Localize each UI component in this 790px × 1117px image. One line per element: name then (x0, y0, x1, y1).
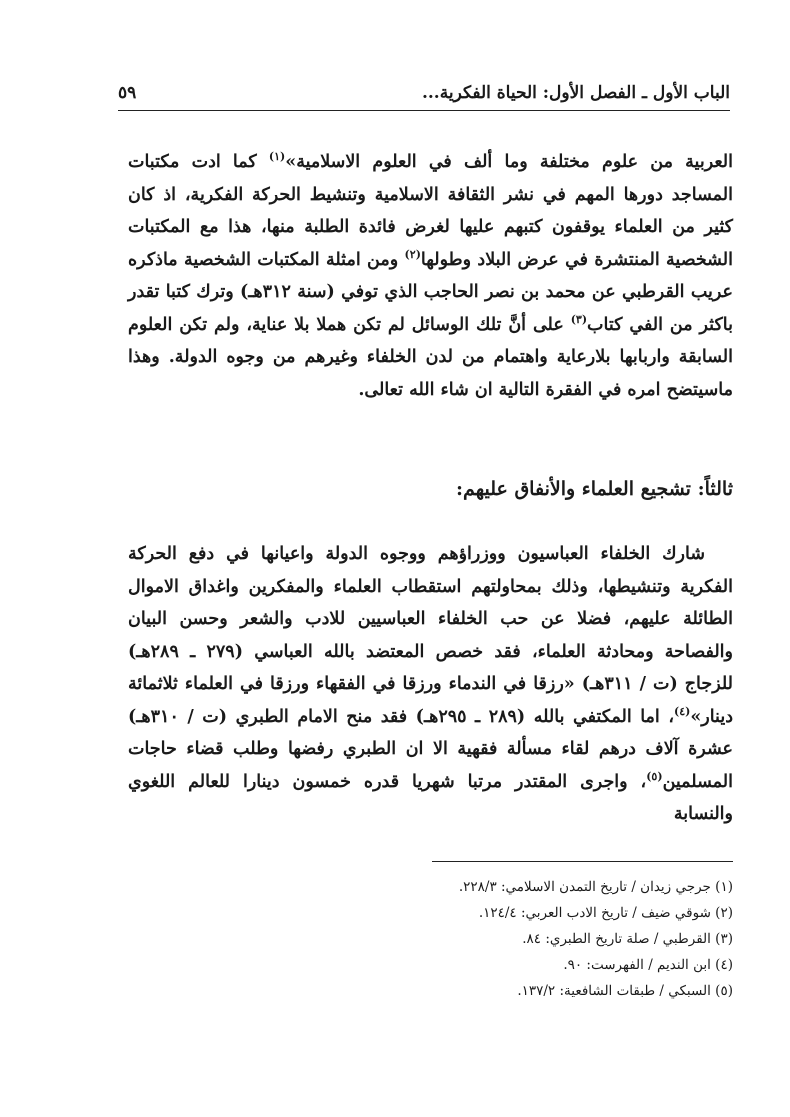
paragraph-2-segment: ، واجرى المقتدر مرتبا شهريا قدره خمسون دينارا للعالم اللغوي والنسابة (128, 771, 733, 824)
footnote-item: (٣) القرطبي / صلة تاريخ الطبري: ٨٤. (522, 931, 733, 947)
paragraph-2-segment: ، اما المكتفي بالله (٢٨٩ ـ ٢٩٥هـ) فقد منح الامام الطبري (ت / ٣١٠هـ) عشرة آلاف درهم لقاء مسألة فقهية الا ان الطبري رفضها وطلب قضاء حاجات المسلمين (128, 706, 733, 792)
paragraph-1-segment: كما ادت مكتبات المساجد دورها المهم في نشر الثقافة الاسلامية وتنشيط الحركة الفكرية، اذ كان كثير من العلماء يوقفون كتبهم عليها لغرض فائدة الطلبة منها، هذا مع المكتبات الشخصية المنتشرة في عرض البلاد وطولها (128, 152, 733, 270)
header-rule (118, 110, 730, 111)
footnotes-list (400, 874, 733, 1004)
running-head (118, 78, 730, 108)
paragraph-1-segment: العربية من علوم مختلفة وما ألف في العلوم الاسلامية» (285, 152, 733, 172)
paragraph-1-segment: على أنَّ تلك الوسائل لم تكن هملا بلا عناية، ولم تكن العلوم السابقة واربابها بلارعاية واهتمام من لدن الخلفاء وغيرهم من وجوه الدولة. وهذا ماسيتضح امره في الفقرة التالية ان شاء الله تعالى. (128, 314, 733, 400)
body-paragraph-1 (128, 146, 733, 406)
footnote-item: (١) جرجي زيدان / تاريخ التمدن الاسلامي: ٢٢٨/٣. (458, 879, 733, 895)
footnote-ref-5: (٥) (646, 769, 663, 783)
footnote-ref-4: (٤) (673, 704, 691, 718)
section-heading: ثالثاً: تشجيع العلماء والأنفاق عليهم: (456, 478, 733, 500)
footnote-item: (٤) ابن النديم / الفهرست: ٩٠. (563, 957, 733, 973)
footnote-item: (٥) السبكي / طبقات الشافعية: ١٣٧/٢. (517, 983, 733, 999)
paragraph-2-segment: شارك الخلفاء العباسيون ووزراؤهم ووجوه الدولة واعيانها في دفع الحركة الفكرية وتنشيطها، وذلك بمحاولتهم استقطاب العلماء والمفكرين واغداق الاموال الطائلة عليهم، فضلا عن حب الخلفاء العباسيين للادب والشعر وحسن البيان والفصاحة ومحادثة العلماء، فقد خصص المعتضد بالله العباسي (٢٧٩ ـ ٢٨٩هـ) للزجاج (ت / ٣١١هـ) «رزقا في الندماء ورزقا في الفقهاء ورزقا في العلماء ثلاثمائة دينار» (128, 544, 733, 727)
footnote-ref-2: (٢) (404, 247, 421, 261)
paragraph-1-segment: ومن امثلة المكتبات الشخصية ماذكره عريب القرطبي عن محمد بن نصر الحاجب الذي توفي (سنة ٣١٢هـ) وترك كتبا تقدر باكثر من الفي كتاب (128, 249, 733, 335)
footnote-separator (432, 861, 733, 862)
page-number: ٥٩ (118, 83, 137, 103)
footnote-ref-3: (٣) (570, 312, 588, 326)
running-head-title: الباب الأول ـ الفصل الأول: الحياة الفكرية... (421, 83, 730, 103)
footnote-ref-1: (١) (268, 150, 286, 164)
body-paragraph-2 (128, 538, 733, 831)
footnote-item: (٢) شوقي ضيف / تاريخ الادب العربي: ١٢٤/٤. (478, 905, 733, 921)
